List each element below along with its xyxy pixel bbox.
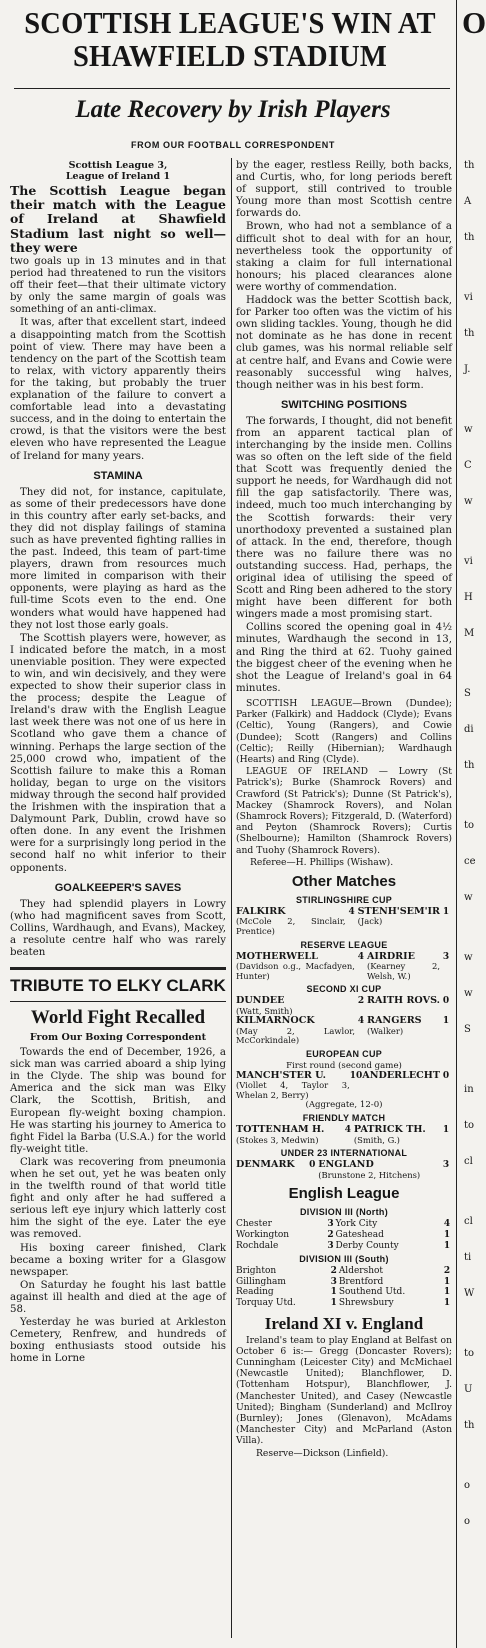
home-score: 4 [344,1125,351,1136]
home-team: KILMARNOCK [236,1015,315,1027]
under-23-heading: UNDER 23 INTERNATIONAL [280,1148,408,1159]
home-team: MOTHERWELL [236,950,318,962]
team-league-of-ireland: LEAGUE OF IRELAND — Lowry (St Patrick's); Burke (Shamrock Rovers) and Crawford (St Patrick's); Dunne (St Patrick's), Mackey (Shamrock Rovers), and Nolan (Shamrock Rovers); Fitzgerald, D. (Waterford) and Peyton (Shamrock Rovers); Curtis (Shelbourne); Hamilton (Shamrock Rovers) and Tuohy (Shamrock Rovers). [236,766,452,856]
adjacent-fragment: w [464,892,473,903]
article-paragraph: They had splendid players in Lowry (who had magnificent saves from Scott, Collins, Wardhaugh, and Evans), Mackey, a resolute centre half who was rarely beaten [10,898,226,958]
adjacent-fragment: cl [464,1216,473,1227]
adjacent-fragment: U [464,1384,473,1395]
results-div3-north [236,1219,452,1251]
ireland-team: Ireland's team to play England at Belfast on October 6 is:— Gregg (Doncaster Rovers); Cunningham (Leicester City) and McMichael (Newcastle United); Blanchflower, D. (Tottenham Hotspur), Blanchflower, J. (Manchester United), and Casey (Newcastle United); Bingham (Sunderland) and McIlroy (Burnley); Jones (Glenavon), McAdams (Manchester City) and McParland (Aston Villa). [236,1334,452,1447]
home-score: 0 [309,1160,316,1171]
result-friendly [236,1125,452,1145]
result-under-23 [236,1160,452,1180]
home-score: 4 [357,1016,365,1027]
adjacent-fragment: S [464,688,471,699]
away-team: ANDERLECHT [362,1069,440,1081]
adjacent-fragment: in [464,1084,474,1095]
adjacent-fragment: J. [464,364,471,375]
home-score: 4 [357,951,365,962]
team-scottish-league: SCOTTISH LEAGUE—Brown (Dundee); Parker (Falkirk) and Haddock (Clyde); Evans (Celtic), Young (Rangers), and Cowie (Dundee); Scott (Rangers) and Collins (Celtic); Reilly (Hibernian); Wardhaugh (Hearts) and Ring (Clyde). [236,697,452,765]
headline-line-1: SCOTTISH LEAGUE'S WIN AT [24,5,436,40]
home-team: MANCH'STER U. [236,1069,326,1081]
english-league-heading: English League [288,1185,400,1203]
adjacent-fragment: cl [464,1156,473,1167]
home-team: Torquay Utd. [236,1297,296,1308]
away-score: 1 [442,906,450,917]
home-scorers: (Stokes 3, Medwin) [236,1134,319,1145]
headline [4,6,456,72]
adjacent-fragment: vi [464,292,473,303]
home-score: 1 [330,1287,337,1298]
article-lede: The Scottish League began their match with the League of Ireland at Shawfield Stadium last night so well—they were [10,183,226,255]
headline-rule [14,88,450,89]
home-team: FALKIRK [236,905,286,917]
away-score: 1 [443,1240,451,1251]
adjacent-fragment: S [464,1024,471,1035]
adjacent-fragment: to [464,1120,475,1131]
away-team: STENH'SEM'IR [357,905,440,917]
away-score: 1 [442,1016,450,1027]
article-paragraph: by the eager, restless Reilly, both backs, and Curtis, who, for long periods bereft of support, still contrived to trouble Young more than most Scottish centre forwards do. [236,160,452,220]
home-scorers: (May 2, Lawlor, McCorkindale) [236,1025,356,1046]
boxing-paragraph: Clark was recovering from pneumonia when he set out, yet he was beaten only in the twelfth round of that world title fight and only after he had suffered a serious left eye injury which latterly cost him the sight of the eye. Later the eye was removed. [10,1156,226,1241]
adjacent-fragment: to [464,1348,475,1359]
referee-line: Referee—H. Phillips (Wishaw). [250,856,394,868]
away-scorers: (Brunstone 2, Hitchens) [318,1169,421,1180]
adjacent-fragment: to [464,820,475,831]
article-paragraph: They did not, for instance, capitulate, as some of their predecessors have done in this country after early set-backs, and they did not display failings of stamina such as have prevented fighting rallies in the past. Indeed, this team of part-time players, drawn from resources much more limited in comparison with their opponents, were playing as hard as the full-time Scots even to the end. One wonders what would have happened had they not lost those early goals. [10,486,226,631]
away-team: Brentford [338,1276,384,1287]
away-score: 3 [442,1160,450,1171]
crosshead-switching: SWITCHING POSITIONS [281,398,407,411]
away-score: 0 [442,1070,450,1081]
table-row [236,1287,452,1298]
home-score: 2 [357,996,365,1007]
away-score: 1 [443,1229,451,1240]
table-row [236,1219,452,1230]
away-score: 4 [443,1219,451,1230]
adjacent-fragment: ce [464,856,476,867]
crosshead-stamina: STAMINA [93,469,143,482]
boxing-byline: From Our Boxing Correspondent [29,1032,207,1044]
away-team: Derby County [335,1240,399,1251]
home-scorers: (Watt, Smith) [236,1005,293,1016]
home-team: TOTTENHAM H. [236,1124,325,1136]
away-scorers: (Kearney 2, Welsh, W.) [366,960,440,981]
results-div3-south [236,1266,452,1308]
column-right [236,160,452,1644]
away-team: Gateshead [335,1229,384,1240]
adjacent-fragment: th [464,328,475,339]
home-scorers [236,1171,306,1181]
away-team: York City [335,1219,378,1230]
edge-divider [456,0,457,1648]
home-score: 4 [348,906,355,917]
home-team: Rochdale [236,1240,279,1251]
article-paragraph: The Scottish players were, however, as I indicated before the match, in a most unenviable position. They were expected to win, and win decisively, and they were expected to show their superior class in the process; despite the League of Ireland's draw with the English League last week there was not one of us here in Scotland who gave them a chance of winning. Perhaps the large section of the 25,000 crowd who, impatient of the Scottish failure to make this a Roman holiday, began to urge on the visitors midway through the second half provided the Irishmen with the inspiration that a Dalymount Park, Dublin, crowd have so often done. In any event the Irishmen were for a surprisingly long period in the second half no whit inferior to their opponents. [10,632,226,874]
tribute-headline: TRIBUTE TO ELKY CLARK [10,967,226,1002]
adjacent-fragment: w [464,496,473,507]
away-scorers [362,1081,440,1100]
adjacent-fragment: th [464,160,475,171]
away-team: Aldershot [338,1266,384,1277]
home-team: Chester [236,1219,272,1230]
result-second-xi [236,996,452,1046]
adjacent-fragment: th [464,1420,475,1431]
adjacent-fragment: M [464,628,475,639]
sub-headline: Late Recovery by Irish Players [75,96,391,123]
away-score: 1 [443,1287,451,1298]
table-row [236,1277,452,1288]
adjacent-fragment: o [464,1516,471,1527]
adjacent-headline-letter: O [462,5,486,40]
adjacent-fragment: w [464,952,473,963]
home-score: 10 [349,1070,363,1081]
away-scorers: (Jack) [357,916,383,927]
home-scorers: (Davidson o.g., Macfadyen, Hunter) [236,960,355,981]
second-xi-cup-heading: SECOND XI CUP [306,984,382,995]
home-score: 2 [330,1266,337,1277]
stirlingshire-cup-heading: STIRLINGSHIRE CUP [295,894,393,905]
byline: FROM OUR FOOTBALL CORRESPONDENT [131,140,335,150]
crosshead-goalkeeper: GOALKEEPER'S SAVES [54,881,182,894]
boxing-paragraph: Towards the end of December, 1926, a sick man was carried aboard a ship lying in the Clyde. The ship was bound for America and the sick man was Elky Clark, the Scottish, British, and European fly-weight boxing champion. He was starting his journey to America to fight Fidel la Barba (U.S.A.) for the world fly-weight title. [10,1047,226,1155]
adjacent-fragment: H [464,592,473,603]
adjacent-fragment: di [464,724,474,735]
article-paragraph: Brown, who had not a semblance of a difficult shot to deal with for an hour, nevertheless took the opportunity of staking a claim for full international honours; his placed clearances alone were worthy of commendation. [236,221,452,293]
score-line-2: League of Ireland 1 [65,171,171,182]
table-row [236,1298,452,1309]
table-row [236,1266,452,1277]
column-left [10,160,226,1644]
home-team: Reading [236,1287,274,1298]
friendly-match-heading: FRIENDLY MATCH [302,1113,386,1124]
boxing-paragraph: His boxing career finished, Clark became a boxing writer for a Glasgow newspaper. [10,1242,226,1278]
aggregate-line: (Aggregate, 12-0) [305,1100,383,1111]
home-score: 3 [327,1240,334,1251]
home-score: 3 [327,1219,334,1230]
home-team: Brighton [236,1266,277,1277]
headline-line-2: SHAWFIELD STADIUM [72,38,388,73]
home-scorers: (McCole 2, Sinclair, Prentice) [236,916,346,936]
boxing-paragraph: On Saturday he fought his last battle against ill health and died at the age of 58. [10,1279,226,1316]
away-score: 2 [443,1266,451,1277]
away-score: 1 [443,1276,451,1287]
away-score: 3 [442,951,450,962]
away-score: 0 [442,996,450,1007]
away-scorers: (Walker) [367,1025,404,1036]
adjacent-fragment: th [464,760,475,771]
away-score: 1 [442,1125,450,1136]
away-team: Southend Utd. [338,1287,406,1298]
adjacent-fragment: A [464,196,472,207]
article-paragraph: Collins scored the opening goal in 4½ minutes, Wardhaugh the second in 13, and Ring the third at 62. Tuohy gained the biggest cheer of the evening when he shot the League of Ireland's goal in 64 minutes. [236,622,452,694]
home-score: 1 [330,1297,337,1308]
adjacent-column-strip [458,0,486,1648]
home-team: DUNDEE [236,995,285,1007]
ireland-reserve: Reserve—Dickson (Linfield). [256,1447,389,1459]
adjacent-fragment: ti [464,1252,472,1263]
home-scorers: (Viollet 4, Taylor 3, Whelan 2, Berry) [236,1080,350,1100]
away-team: AIRDRIE [366,950,415,962]
away-team: ENGLAND [318,1159,374,1171]
column-divider [231,158,232,1638]
fight-headline: World Fight Recalled [30,1007,206,1029]
away-score: 1 [443,1297,451,1308]
reserve-league-heading: RESERVE LEAGUE [300,939,388,950]
boxing-paragraph: Yesterday he was buried at Arkleston Cemetery, Renfrew, and hundreds of boxing enthusiasts stood outside his home in Lorne [10,1317,226,1365]
home-score: 3 [330,1276,337,1287]
article-paragraph: It was, after that excellent start, indeed a disappointing match from the Scottish point of view. There may have been a tendency on the part of the Scottish team to relax, with victory apparently theirs for the taking, but probably the truer explanation of the failure to convert a comfortable lead into a devastating success, and in the doing to entertain the crowd, is that the visitors were the best eleven who have represented the League of Ireland for many years. [10,317,226,462]
european-cup-round: First round (second game) [286,1060,402,1071]
article-paragraph: The forwards, I thought, did not benefit from an apparent tactical plan of interchanging by the inside men. Collins was so often on the left side of the field that Scott was frequently denied the support he needs, for Wardhaugh did not fill the gap satisfactorily. There was, indeed, much too much interchanging by the Scottish forwards: their very unorthodoxy prevented a sustained plan of attack. In the end, therefore, though there was no failure there was no outstanding success. Had, perhaps, the original idea of utilising the speed of Scott and Ring been adhered to the story might have been different for both wingers made a most promising start. [236,415,452,621]
article-paragraph: Haddock was the better Scottish back, for Parker too often was the victim of his own sliding tackles. Young, though he did not dominate as he has done in recent club games, was his normal reliable self at centre half, and Evans and Cowie were reasonably successful wing halves, though neither was in his best form. [236,295,452,391]
away-scorers: (Smith, G.) [353,1134,400,1145]
home-team: Workington [236,1229,290,1240]
table-row [236,1230,452,1241]
result-european-cup [236,1071,452,1101]
ireland-xi-heading: Ireland XI v. England [264,1313,424,1333]
adjacent-fragment: w [464,988,473,999]
adjacent-fragment: w [464,424,473,435]
division-3-north-heading: DIVISION III (North) [300,1207,388,1218]
division-3-south-heading: DIVISION III (South) [299,1254,389,1265]
article-paragraph: two goals up in 13 minutes and in that period had threatened to run the visitors off their feet—that their ultimate victory by only the same margin of goals was something of an anti-climax. [10,256,226,316]
other-matches-heading: Other Matches [291,872,397,890]
score-line-1: Scottish League 3, [68,160,168,171]
adjacent-fragment: th [464,232,475,243]
away-team: RAITH ROVS. [367,995,440,1007]
adjacent-fragment: C [464,460,472,471]
home-team: DENMARK [236,1159,295,1171]
home-score: 2 [327,1229,334,1240]
table-row [236,1241,452,1252]
away-team: RANGERS [367,1015,422,1027]
away-team: PATRICK TH. [353,1124,426,1136]
adjacent-fragment: W [464,1288,475,1299]
away-team: Shrewsbury [338,1297,394,1308]
result-stirlingshire [236,907,452,937]
adjacent-fragment: o [464,1480,471,1491]
home-team: Gillingham [236,1276,286,1287]
european-cup-heading: EUROPEAN CUP [305,1048,383,1059]
adjacent-fragment: vi [464,556,473,567]
result-reserve [236,952,452,982]
